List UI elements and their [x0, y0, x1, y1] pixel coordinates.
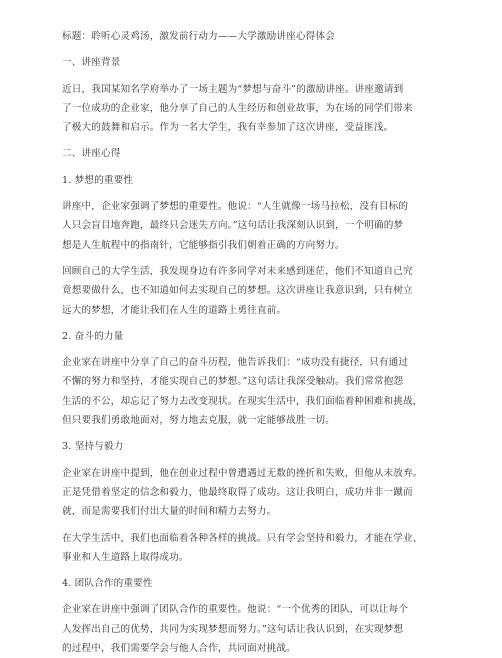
paragraph-line: 了极大的鼓舞和启示。作为一名大学生，我有幸参加了这次讲座，受益匪浅。	[62, 122, 394, 134]
paragraph-line: 人只会盲目地奔跑，最终只会迷失方向。”这句话让我深刻认识到，一个明确的梦	[62, 220, 404, 232]
paragraph-line: 想是人生航程中的指南针，它能够指引我们朝着正确的方向努力。	[62, 239, 345, 251]
section-heading-insights: 二、讲座心得	[62, 148, 121, 160]
subheading-struggle: 2. 奋斗的力量	[62, 330, 124, 342]
paragraph-line: 在大学生活中，我们也面临着各种各样的挑战。只有学会坚持和毅力，才能在学业、	[62, 532, 423, 544]
subheading-teamwork: 4. 团队合作的重要性	[62, 578, 153, 590]
paragraph-line: 了一位成功的企业家，他分享了自己的人生经历和创业故事，为在场的同学们带来	[62, 102, 413, 114]
paragraph-line: 人发挥出自己的优势，共同为实现梦想而努力。”这句话让我认识到，在实现梦想	[62, 623, 404, 635]
paragraph-dream-2	[62, 262, 436, 320]
paragraph-teamwork-1	[62, 600, 436, 658]
paragraph-line: 竟想要做什么，也不知道如何去实现自己的梦想。这次讲座让我意识到，只有树立	[62, 285, 413, 297]
paragraph-line: 不懈的努力和坚持，才能实现自己的梦想。”这句话让我深受触动。我们常常抱怨	[62, 376, 404, 388]
paragraph-line: 企业家在讲座中提到，他在创业过程中曾遭遇过无数的挫折和失败，但他从未放弃。	[62, 467, 423, 479]
paragraph-line: 但只要我们勇敢地面对，努力地去克服，就一定能够战胜一切。	[62, 415, 335, 427]
paragraph-perseverance-2	[62, 529, 436, 568]
paragraph-line: 远大的梦想，才能让我们在人生的道路上勇往直前。	[62, 304, 287, 316]
subheading-dream: 1. 梦想的重要性	[62, 174, 134, 186]
document-title: 标题：聆听心灵鸡汤，激发前行动力——大学激励讲座心得体会	[62, 31, 335, 42]
section-heading-background: 一、讲座背景	[62, 57, 121, 69]
paragraph-line: 事业和人生道路上取得成功。	[62, 551, 189, 563]
subheading-perseverance: 3. 坚持与毅力	[62, 441, 124, 453]
paragraph-line: 回顾自己的大学生活，我发现身边有许多同学对未来感到迷茫，他们不知道自己究	[62, 265, 413, 277]
paragraph-line: 就，而是需要我们付出大量的时间和精力去努力。	[62, 506, 277, 518]
paragraph-line: 生活的不公，却忘记了努力去改变现状。在现实生活中，我们面临着种困难和挑战，	[62, 395, 423, 407]
paragraph-background	[62, 80, 436, 138]
paragraph-dream-1	[62, 197, 436, 255]
paragraph-line: 正是凭借着坚定的信念和毅力，他最终取得了成功。这让我明白，成功并非一蹴而	[62, 486, 413, 498]
paragraph-line: 讲座中，企业家强调了梦想的重要性。他说：“人生就像一场马拉松，没有目标的	[62, 201, 409, 213]
paragraph-line: 企业家在讲座中分享了自己的奋斗历程，他告诉我们：“成功没有捷径，只有通过	[62, 357, 409, 369]
paragraph-line: 近日，我国某知名学府举办了一场主题为“梦想与奋斗”的激励讲座。讲座邀请到	[62, 83, 404, 95]
paragraph-perseverance-1	[62, 464, 436, 522]
paragraph-struggle-1	[62, 353, 436, 430]
paragraph-line: 的过程中，我们需要学会与他人合作，共同面对挑战。	[62, 643, 296, 655]
paragraph-line: 企业家在讲座中强调了团队合作的重要性。他说：“一个优秀的团队，可以让每个	[62, 604, 409, 616]
